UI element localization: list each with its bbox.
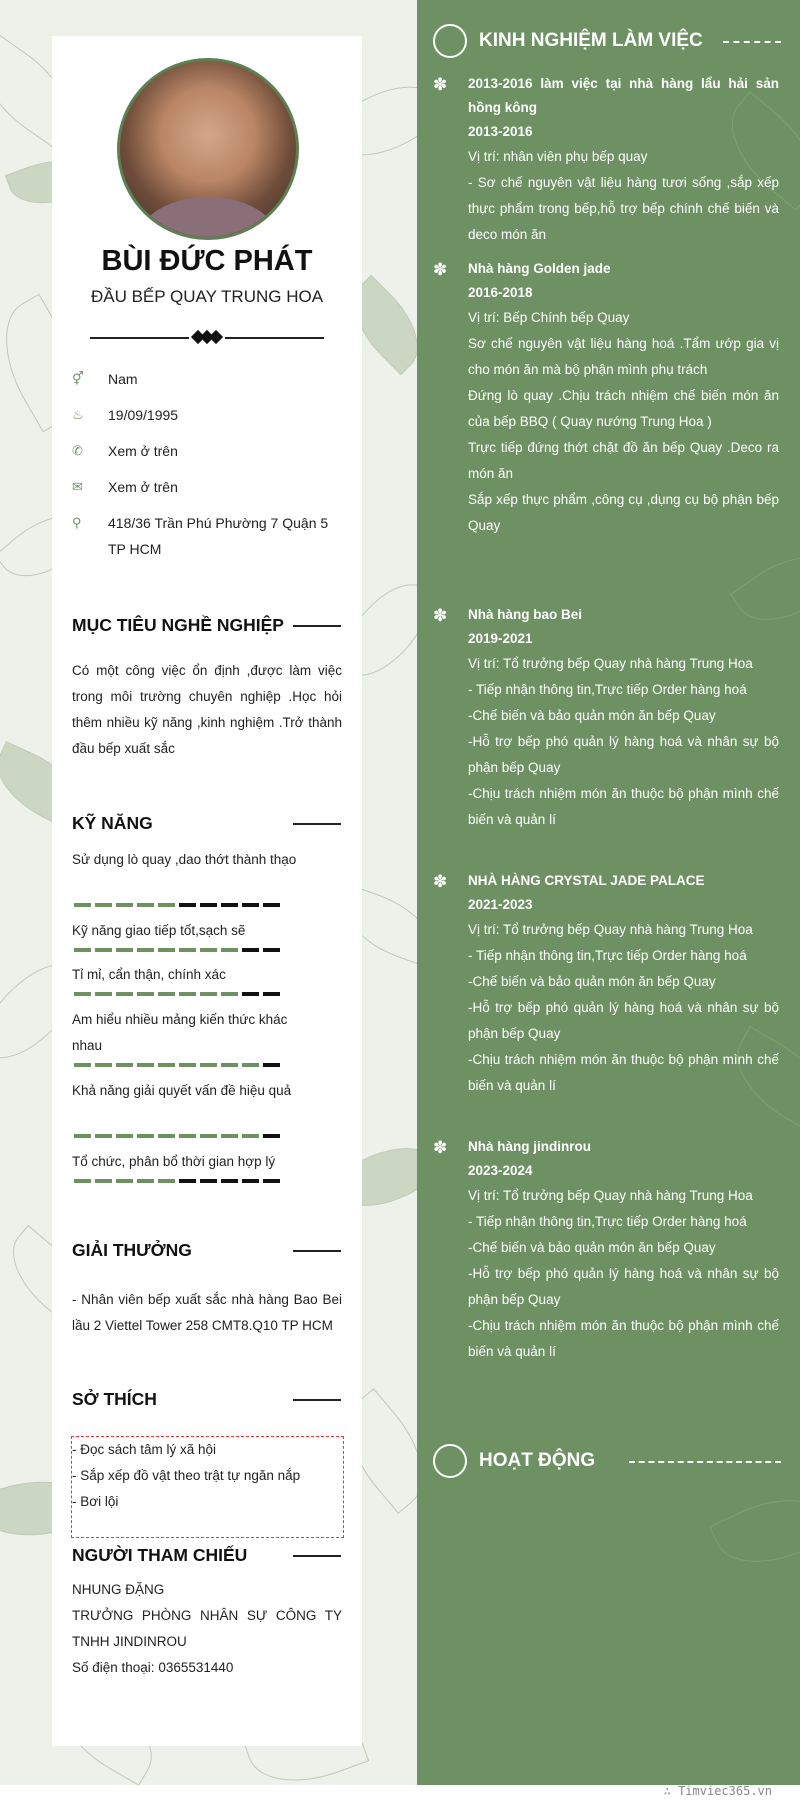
skill-segment xyxy=(242,1063,259,1067)
location-pin-icon: ⚲ xyxy=(72,515,82,530)
diamond-ornament-icon xyxy=(189,328,225,348)
skill-segment xyxy=(221,992,238,996)
skill-segment xyxy=(200,903,217,907)
skill-name: Kỹ năng giao tiếp tốt,sạch sẽ xyxy=(72,923,246,938)
skill-bar xyxy=(74,1063,280,1067)
experience-title: KINH NGHIỆM LÀM VIỆC xyxy=(479,30,703,51)
contact-address: ⚲ 418/36 Trần Phú Phường 7 Quận 5 TP HCM xyxy=(72,510,342,562)
gender-icon: ⚥ xyxy=(72,371,84,386)
skill-segment xyxy=(179,903,196,907)
skill-segment xyxy=(74,1063,91,1067)
skill-segment xyxy=(116,948,133,952)
skill-segment xyxy=(74,992,91,996)
job-company: Nhà hàng jindinrou xyxy=(468,1139,591,1154)
skill-segment xyxy=(158,1179,175,1183)
job-company: Nhà hàng bao Bei xyxy=(468,607,583,622)
skill-segment xyxy=(137,1134,154,1138)
skill-segment xyxy=(200,1063,217,1067)
skill-segment xyxy=(221,1063,238,1067)
skill-segment xyxy=(95,948,112,952)
job-details: Vị trí: Tổ trưởng bếp Quay nhà hàng Trung Hoa - Tiếp nhận thông tin,Trực tiếp Order hàng hoá -Chế biến và bảo quản món ăn bếp Quay -Hỗ trợ bếp phó quản lý hàng hoá và nhân sự bộ phận bếp Quay -Chịu trách nhiệm món ăn thuộc bộ phận mình chế biến và quản lí xyxy=(468,1188,779,1359)
skills-title: KỸ NĂNG xyxy=(72,813,153,833)
skill-segment xyxy=(95,1179,112,1183)
skill-segment xyxy=(74,948,91,952)
section-line xyxy=(293,823,341,825)
skill-segment xyxy=(242,992,259,996)
skill-name: Tỉ mỉ, cẩn thận, chính xác xyxy=(72,967,226,982)
skill-segment xyxy=(263,1063,280,1067)
skill-segment xyxy=(158,1134,175,1138)
flower-bullet-icon: ✽ xyxy=(433,872,448,891)
skill-segment xyxy=(116,992,133,996)
dashed-line xyxy=(629,1461,781,1463)
section-line xyxy=(293,1555,341,1557)
skill-bar xyxy=(74,903,280,907)
contact-birthday: ♨ 19/09/1995 xyxy=(72,402,342,428)
skill-name: Khả năng giải quyết vấn đề hiệu quả xyxy=(72,1083,292,1098)
activities-header xyxy=(433,1444,783,1484)
experience-header xyxy=(433,24,783,64)
job-details: Vị trí: Bếp Chính bếp Quay Sơ chế nguyên vật liệu hàng hoá .Tẩm ướp gia vị cho món ăn mà bộ phận mình phụ trách Đứng lò quay .Chịu trách nhiệm chế biến món ăn của bếp BBQ ( Quay nướng Trung Hoa ) Trực tiếp đứng thớt chặt đồ ăn bếp Quay .Deco ra món ăn Sắp xếp thực phẩm ,công cụ ,dụng cụ bộ phận bếp Quay xyxy=(468,310,779,533)
site-watermark: ∴ Timviec365.vn xyxy=(663,1784,772,1798)
skill-segment xyxy=(158,903,175,907)
job-period: 2019-2021 xyxy=(468,631,533,646)
skill-segment xyxy=(242,1179,259,1183)
skill-segment xyxy=(263,1179,280,1183)
skill-segment xyxy=(263,1134,280,1138)
section-line xyxy=(293,1399,341,1401)
skill-segment xyxy=(95,1134,112,1138)
skill-segment xyxy=(200,992,217,996)
objective-text: Có một công việc ổn định ,được làm việc trong môi trường chuyên nghiệp .Học hỏi thêm nhiều kỹ năng ,kinh nghiệm .Trở thành đầu bếp xuất sắc xyxy=(72,663,342,756)
skill-segment xyxy=(95,1063,112,1067)
job-entry xyxy=(433,72,779,248)
job-details: Vị trí: Tổ trưởng bếp Quay nhà hàng Trung Hoa - Tiếp nhận thông tin,Trực tiếp Order hàng hoá -Chế biến và bảo quản món ăn bếp Quay -Hỗ trợ bếp phó quản lý hàng hoá và nhân sự bộ phận bếp Quay -Chịu trách nhiệm món ăn thuộc bộ phận mình chế biến và quản lí xyxy=(468,922,779,1093)
job-details: Vị trí: nhân viên phụ bếp quay - Sơ chế nguyên vật liệu hàng tươi sống ,sắp xếp thực phẩm trong bếp,hỗ trợ bếp chính chế biến và deco món ăn xyxy=(468,149,779,242)
awards-text: - Nhân viên bếp xuất sắc nhà hàng Bao Bei lầu 2 Viettel Tower 258 CMT8.Q10 TP HCM xyxy=(72,1292,342,1333)
contact-gender: ⚥ Nam xyxy=(72,366,342,392)
stack-book-icon xyxy=(433,24,467,58)
skill-segment xyxy=(95,992,112,996)
job-entry xyxy=(433,1135,779,1365)
skill-segment xyxy=(221,1179,238,1183)
objective-title: MỤC TIÊU NGHỀ NGHIỆP xyxy=(72,615,284,635)
skill-bar xyxy=(74,992,280,996)
skill-segment xyxy=(200,1134,217,1138)
activities-title: HOẠT ĐỘNG xyxy=(479,1450,596,1471)
skill-name: Am hiểu nhiều mảng kiến thức khác nhau xyxy=(72,1012,288,1053)
skill-segment xyxy=(137,992,154,996)
flower-bullet-icon: ✽ xyxy=(433,75,448,94)
reference-phone: Số điện thoại: 0365531440 xyxy=(72,1660,234,1675)
skill-segment xyxy=(137,948,154,952)
skill-segment xyxy=(221,903,238,907)
references-title: NGƯỜI THAM CHIẾU xyxy=(72,1545,248,1565)
contact-email: ✉ Xem ở trên xyxy=(72,474,342,500)
phone-icon: ✆ xyxy=(72,443,83,458)
skill-segment xyxy=(263,948,280,952)
skill-segment xyxy=(116,1063,133,1067)
skill-segment xyxy=(95,903,112,907)
skill-segment xyxy=(179,1179,196,1183)
skill-segment xyxy=(179,1134,196,1138)
skill-segment xyxy=(158,948,175,952)
job-company: Nhà hàng Golden jade xyxy=(468,261,611,276)
flower-bullet-icon: ✽ xyxy=(433,1138,448,1157)
job-details: Vị trí: Tổ trưởng bếp Quay nhà hàng Trung Hoa - Tiếp nhận thông tin,Trực tiếp Order hàng hoá -Chế biến và bảo quản món ăn bếp Quay -Hỗ trợ bếp phó quản lý hàng hoá và nhân sự bộ phận bếp Quay -Chịu trách nhiệm món ăn thuộc bộ phận mình chế biến và quản lí xyxy=(468,656,779,827)
skill-segment xyxy=(200,1179,217,1183)
job-period: 2021-2023 xyxy=(468,897,533,912)
skill-segment xyxy=(179,992,196,996)
skill-segment xyxy=(179,1063,196,1067)
hobby-item: - Sắp xếp đồ vật theo trật tự ngăn nắp xyxy=(72,1468,301,1483)
reference-position: TRƯỞNG PHÒNG NHÂN SỰ CÔNG TY TNHH JINDINROU xyxy=(72,1608,342,1649)
email-icon: ✉ xyxy=(72,479,83,494)
job-entry xyxy=(433,257,779,539)
candidate-role: ĐẦU BẾP QUAY TRUNG HOA xyxy=(90,287,324,306)
skill-segment xyxy=(158,992,175,996)
job-entry xyxy=(433,869,779,1099)
skill-segment xyxy=(137,1179,154,1183)
avatar xyxy=(117,58,299,240)
contact-phone: ✆ Xem ở trên xyxy=(72,438,342,464)
skill-bar xyxy=(74,1134,280,1138)
skill-segment xyxy=(263,992,280,996)
skill-segment xyxy=(116,1134,133,1138)
skill-bar xyxy=(74,1179,280,1183)
job-period: 2023-2024 xyxy=(468,1163,533,1178)
skill-segment xyxy=(242,948,259,952)
skill-segment xyxy=(74,1179,91,1183)
skill-segment xyxy=(179,948,196,952)
job-company: NHÀ HÀNG CRYSTAL JADE PALACE xyxy=(468,873,705,888)
candidate-name: BÙI ĐỨC PHÁT xyxy=(101,245,313,277)
job-company: 2013-2016 làm việc tại nhà hàng lẩu hải sản hồng kông xyxy=(468,76,779,115)
skill-segment xyxy=(137,1063,154,1067)
skill-name: Tổ chức, phân bổ thời gian hợp lý xyxy=(72,1154,276,1169)
section-line xyxy=(293,1250,341,1252)
birthday-cake-icon: ♨ xyxy=(72,407,84,422)
skill-segment xyxy=(242,1134,259,1138)
job-entry xyxy=(433,603,779,833)
skill-segment xyxy=(74,903,91,907)
job-period: 2016-2018 xyxy=(468,285,533,300)
skill-name: Sử dụng lò quay ,dao thớt thành thạo xyxy=(72,852,297,867)
skill-segment xyxy=(242,903,259,907)
skill-segment xyxy=(137,903,154,907)
reference-name: NHUNG ĐẶNG xyxy=(72,1582,165,1597)
flower-bullet-icon: ✽ xyxy=(433,606,448,625)
skill-segment xyxy=(158,1063,175,1067)
hobby-item: - Bơi lội xyxy=(72,1494,119,1509)
skill-segment xyxy=(116,1179,133,1183)
skill-segment xyxy=(200,948,217,952)
skill-segment xyxy=(263,903,280,907)
calendar-icon xyxy=(433,1444,467,1478)
hobby-item: - Đọc sách tâm lý xã hội xyxy=(72,1442,217,1457)
hobbies-title: SỞ THÍCH xyxy=(72,1389,157,1409)
dashed-line xyxy=(723,41,781,43)
job-period: 2013-2016 xyxy=(468,124,533,139)
skill-segment xyxy=(221,1134,238,1138)
flower-bullet-icon: ✽ xyxy=(433,260,448,279)
skill-segment xyxy=(221,948,238,952)
skill-bar xyxy=(74,948,280,952)
skill-segment xyxy=(116,903,133,907)
section-line xyxy=(293,625,341,627)
skill-segment xyxy=(74,1134,91,1138)
awards-title: GIẢI THƯỞNG xyxy=(72,1240,192,1260)
